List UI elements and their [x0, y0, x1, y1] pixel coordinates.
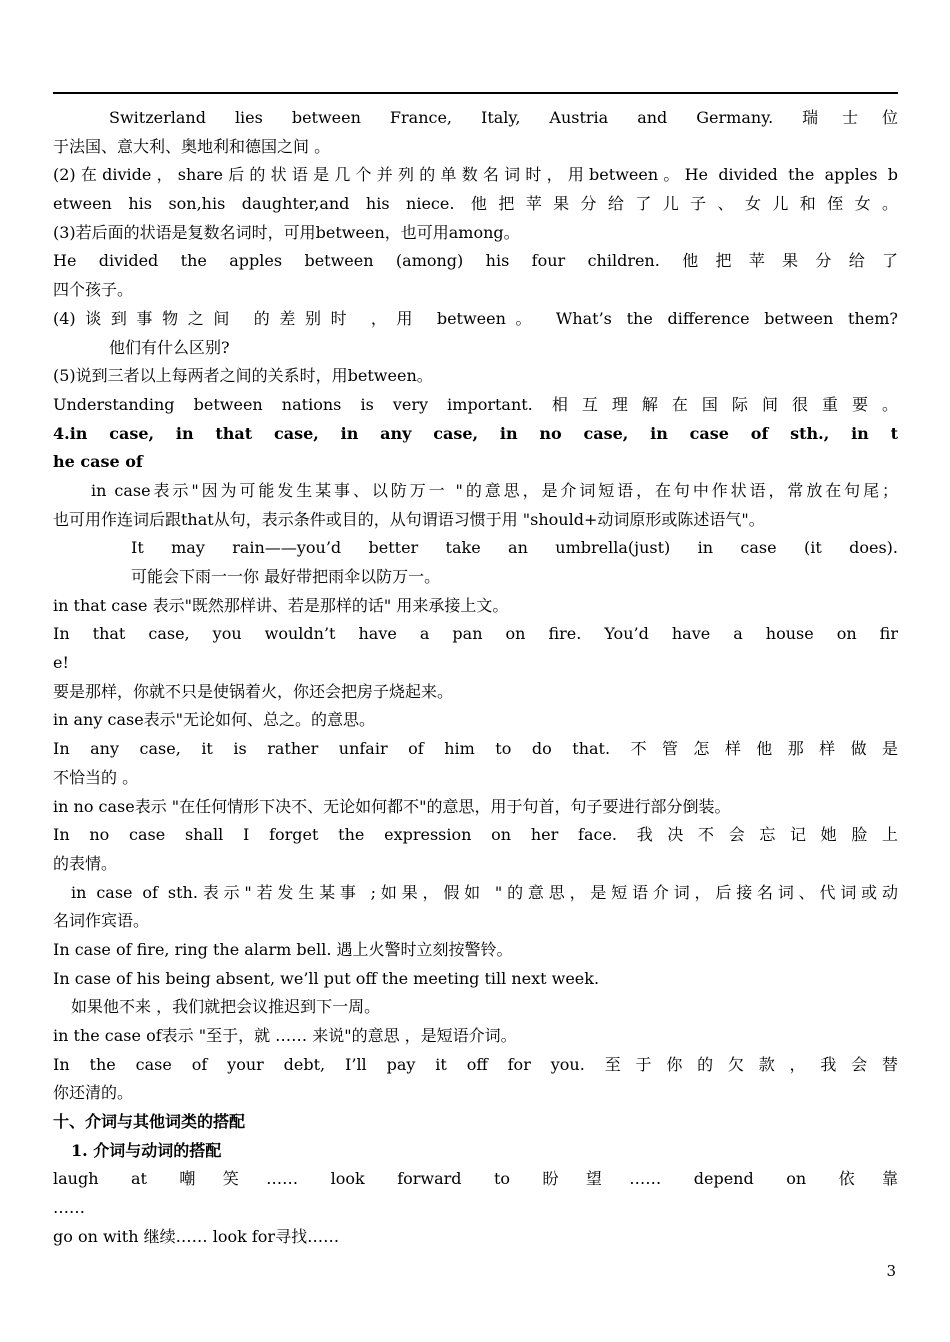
text-line: In that case, you wouldn’t have a pan on fire. You’d have a house on fir: [53, 624, 898, 644]
text-line: (3)若后面的状语是复数名词时，可用between，也可用among。: [53, 222, 520, 242]
header-rule: [53, 92, 898, 94]
text-line: 名词作宾语。: [53, 911, 150, 931]
text-line: In case of his being absent, we’ll put off the meeting till next week.: [53, 968, 600, 988]
text-line: in any case表示"无论如何、总之。的意思。: [53, 710, 376, 730]
document-body: [53, 104, 898, 1252]
text-line: 要是那样，你就不只是使锅着火，你还会把房子烧起来。: [53, 681, 454, 701]
text-line: 他们有什么区别?: [109, 337, 230, 357]
text-line: in case of sth.表示"若发生某事 ;如果，假如 "的意思，是短语介词，后接名词、代词或动: [71, 882, 898, 902]
text-line: 可能会下雨一一你 最好带把雨伞以防万一。: [131, 567, 441, 586]
text-line: 你还清的。: [53, 1083, 134, 1103]
text-line: e!: [53, 653, 69, 673]
text-line: Switzerland lies between France, Italy, Austria and Germany. 瑞士位: [109, 108, 898, 127]
text-line: 不恰当的 。: [53, 767, 139, 787]
text-line: It may rain——you’d better take an umbrella(just) in case (it does).: [131, 538, 898, 558]
text-line: in that case 表示"既然那样讲、若是那样的话" 用来承接上文。: [53, 595, 509, 615]
text-line: (4)谈到事物之间 的差别时 ，用 between。 What’s the difference between them?: [53, 308, 898, 328]
text-line: in the case of表示 "至于，就 …… 来说"的意思 ，是短语介词。: [53, 1026, 517, 1045]
text-line: In any case, it is rather unfair of him to do that. 不管怎样他那样做是: [53, 739, 898, 759]
text-line: (5)说到三者以上每两者之间的关系时，用between。: [53, 366, 433, 386]
text-line: laugh at 嘲笑…… look forward to 盼望…… depend on 依靠: [53, 1169, 898, 1189]
text-line: 也可用作连词后跟that从句，表示条件或目的，从句谓语习惯于用 "should+动词原形或陈述语气"。: [53, 509, 765, 529]
text-line: go on with 继续…… look for寻找……: [53, 1226, 340, 1246]
text-line: ……: [53, 1198, 85, 1218]
text-line: In no case shall I forget the expression on her face. 我决不会忘记她脸上: [53, 825, 898, 845]
text-line: 四个孩子。: [53, 280, 134, 300]
text-line: 如果他不来 ，我们就把会议推迟到下一周。: [71, 997, 381, 1017]
text-line: 的表情。: [53, 853, 118, 873]
text-line: Understanding between nations is very important. 相互理解在国际间很重要。: [53, 394, 898, 414]
text-line: He divided the apples between (among) his four children. 他把苹果分给了: [53, 251, 898, 271]
text-line: in case表示"因为可能发生某事、以防万一 "的意思，是介词短语，在句中作状语，常放在句尾；: [91, 480, 898, 500]
text-line: 于法国、意大利、奥地利和德国之间 。: [53, 136, 331, 156]
section-heading: 4.in case, in that case, in any case, in no case, in case of sth., in t: [53, 423, 898, 443]
text-line: (2)在divide，share后的状语是几个并列的单数名词时，用between。He divided the apples b: [53, 165, 898, 185]
text-line: etween his son,his daughter,and his niece. 他把苹果分给了儿子、女儿和侄女。: [53, 194, 898, 214]
subsection-heading: 1. 介词与动词的搭配: [71, 1140, 222, 1160]
section-heading: he case of: [53, 452, 143, 472]
text-line: In the case of your debt, I’ll pay it off for you. 至于你的欠款，我会替: [53, 1054, 898, 1074]
text-line: In case of fire, ring the alarm bell. 遇上火警时立刻按警铃。: [53, 939, 513, 959]
section-heading: 十、介词与其他词类的搭配: [53, 1112, 246, 1132]
text-line: in no case表示 "在任何情形下决不、无论如何都不"的意思，用于句首，句子要进行部分倒装。: [53, 796, 731, 816]
page-number: 3: [886, 1262, 896, 1280]
